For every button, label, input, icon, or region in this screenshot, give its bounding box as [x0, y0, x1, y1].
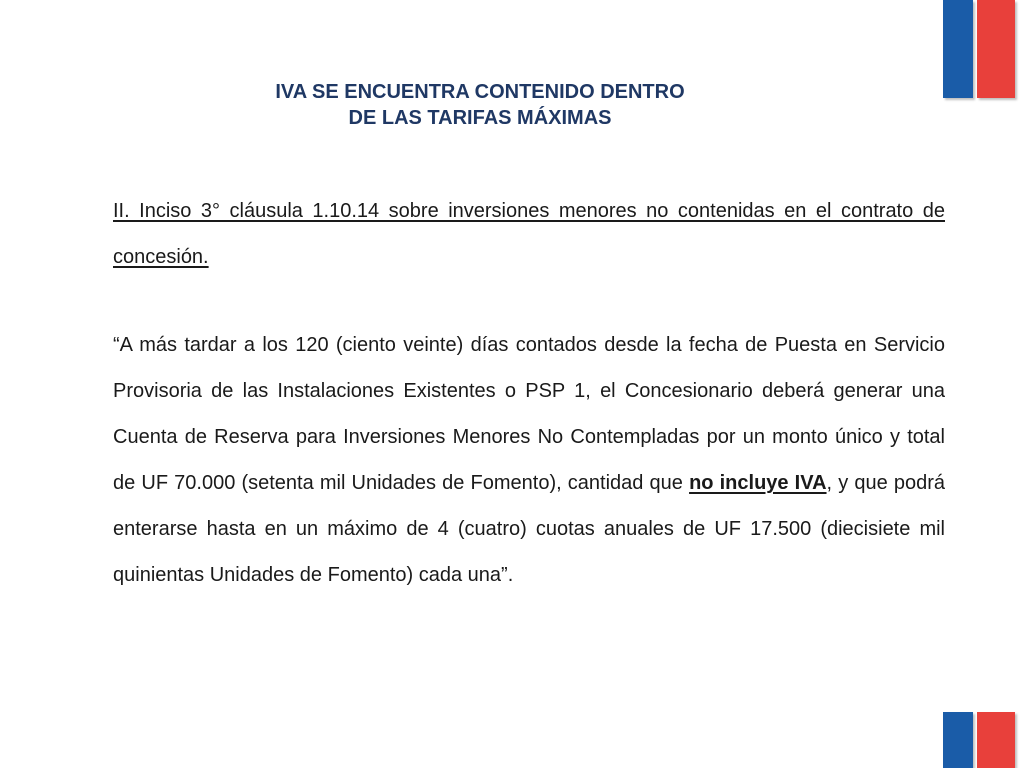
slide-title — [170, 79, 790, 131]
flag-logo-top — [943, 0, 1017, 98]
clause-reference: II. Inciso 3° cláusula 1.10.14 sobre inversiones menores no contenidas en el contrato de concesión. — [113, 200, 945, 268]
flag-logo-bottom — [943, 712, 1017, 768]
quote-text-after: , y que podrá enterarse hasta en un máximo de 4 (cuatro) cuotas anuales de UF 17.500 (diecisiete mil quinientas Unidades de Fomento) cada una”. — [113, 472, 945, 586]
quote-text-before: “A más tardar a los 120 (ciento veinte) días contados desde la fecha de Puesta en Servicio Provisoria de las Instalaciones Existentes o PSP 1, el Concesionario deberá generar una Cuenta de Reserva para Inversiones Menores No Contempladas por un monto único y total de UF 70.000 (setenta mil Unidades de Fomento), cantidad que — [113, 334, 945, 494]
clause-quote — [113, 322, 945, 598]
slide-title-line-1: IVA SE ENCUENTRA CONTENIDO DENTRO — [275, 81, 685, 103]
flag-red-stripe — [977, 712, 1015, 768]
flag-blue-stripe — [943, 0, 973, 98]
slide-title-line-2: DE LAS TARIFAS MÁXIMAS — [348, 107, 612, 129]
flag-red-stripe — [977, 0, 1015, 98]
quote-emphasis: no incluye IVA — [689, 472, 827, 494]
flag-blue-stripe — [943, 712, 973, 768]
